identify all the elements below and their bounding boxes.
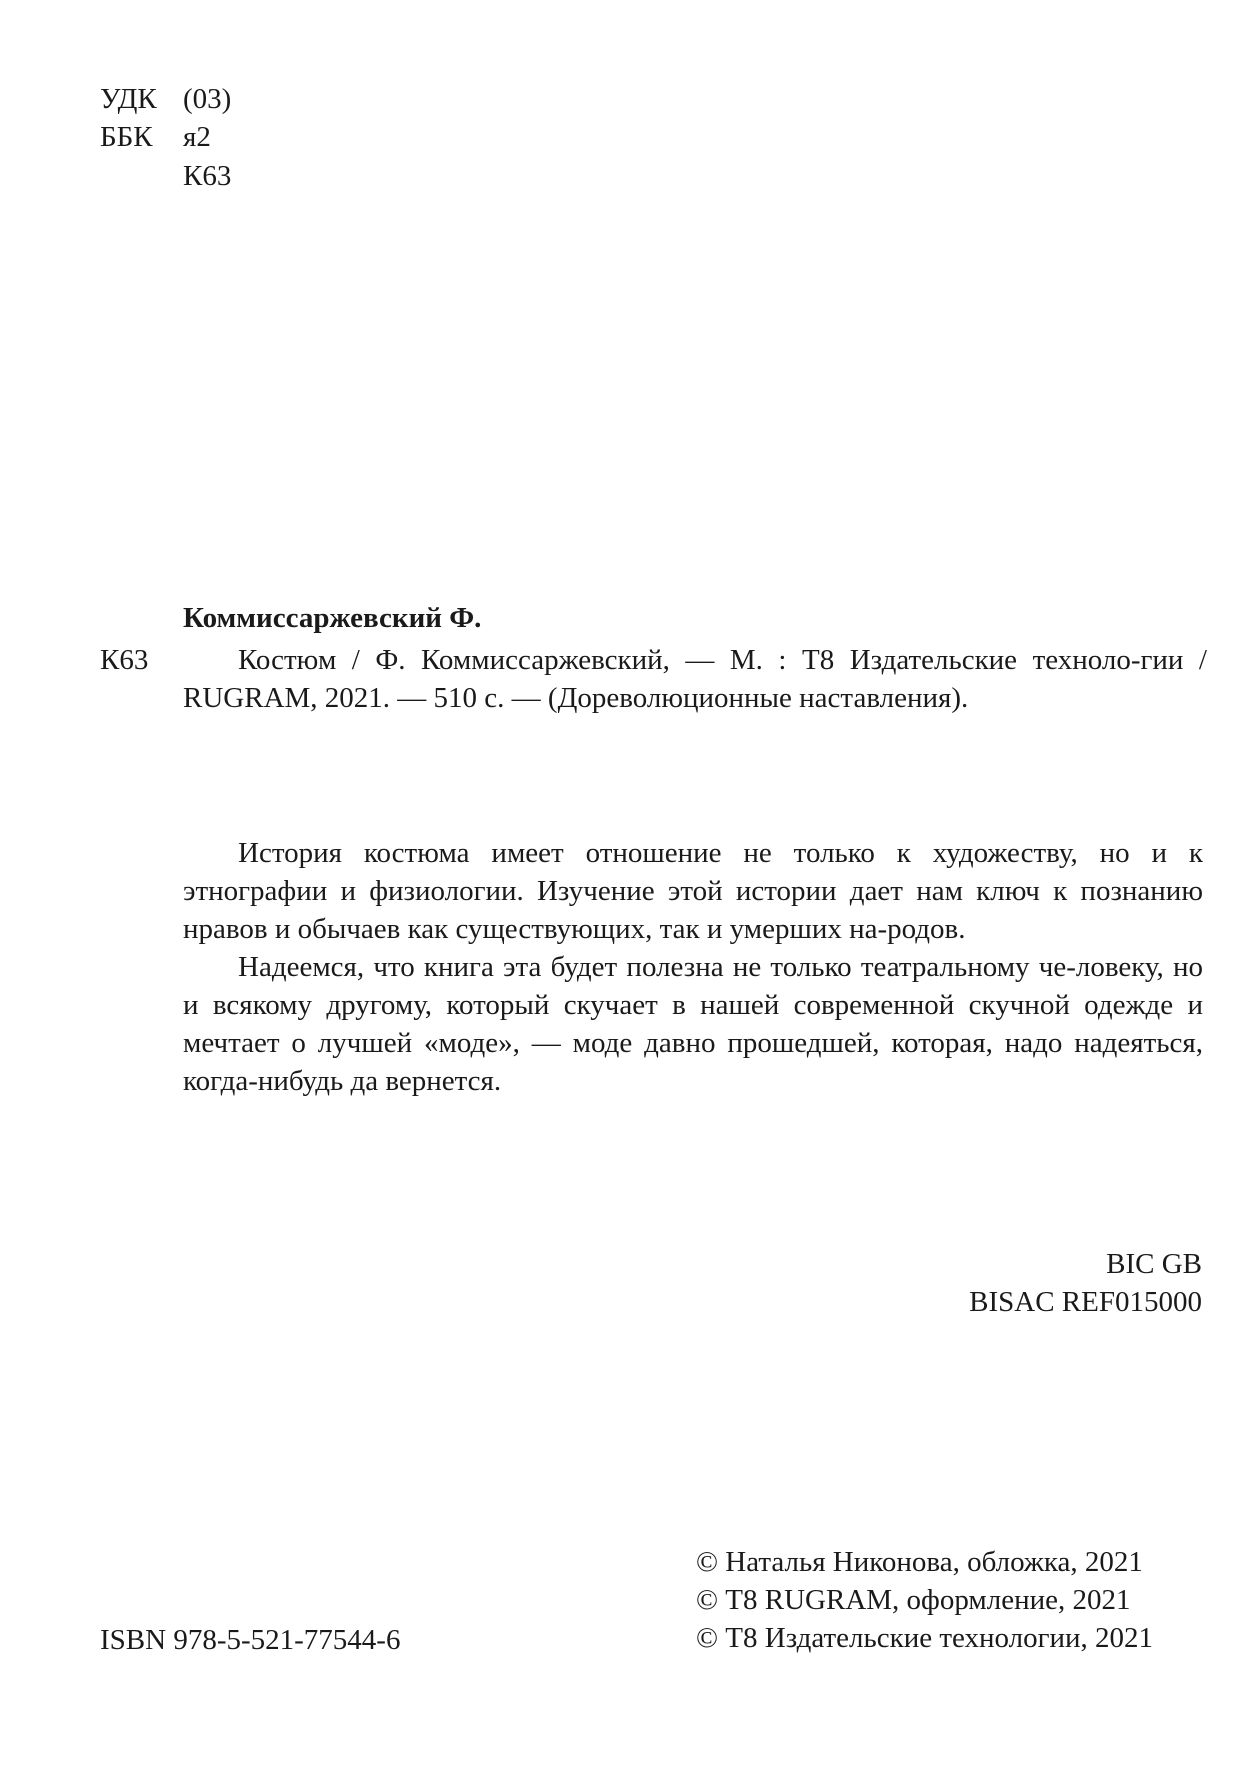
- annotation-paragraph: История костюма имеет отношение не только к художеству, но и к этнографии и физиологии. Изучение этой истории дает нам ключ к познанию нравов и обычаев как существующих, так и умерших на-родов.: [183, 837, 1203, 945]
- author-heading: Коммиссаржевский Ф.: [183, 602, 482, 634]
- annotation-paragraph: Надеемся, что книга эта будет полезна не только театральному че-ловеку, но и всякому другому, который скучает в нашей современной скучной одежде и мечтает о лучшей «моде», — моде давно прошедшей, которая, надо надеяться, когда-нибудь да вернется.: [183, 951, 1203, 1097]
- bbk-value: я2: [183, 121, 211, 153]
- copyright-line: © Т8 RUGRAM, оформление, 2021: [696, 1584, 1131, 1616]
- bbk-label: ББК: [100, 121, 153, 153]
- subject-codes: [969, 1245, 1202, 1321]
- copyright-line: © Т8 Издательские технологии, 2021: [696, 1622, 1154, 1654]
- udc-label: УДК: [100, 83, 157, 115]
- isbn: ISBN 978-5-521-77544-6: [100, 1624, 401, 1656]
- author-mark-row: [100, 157, 231, 195]
- bic-code: BIC GB: [1106, 1248, 1202, 1280]
- author-mark: К63: [100, 644, 149, 676]
- bibliographic-description: Костюм / Ф. Коммиссаржевский, — М. : Т8 Издательские техноло-гии / RUGRAM, 2021. — 510 с. — (Дореволюционные наставления).: [183, 644, 1207, 714]
- bbk-row: [100, 118, 211, 156]
- author-mark-value: К63: [183, 160, 232, 192]
- bisac-code: BISAC REF015000: [969, 1286, 1202, 1318]
- udc-value: (03): [183, 83, 232, 115]
- copyright-block: [696, 1543, 1153, 1657]
- udc-row: [100, 80, 231, 118]
- annotation: [183, 834, 1203, 1100]
- copyright-line: © Наталья Никонова, обложка, 2021: [696, 1546, 1143, 1578]
